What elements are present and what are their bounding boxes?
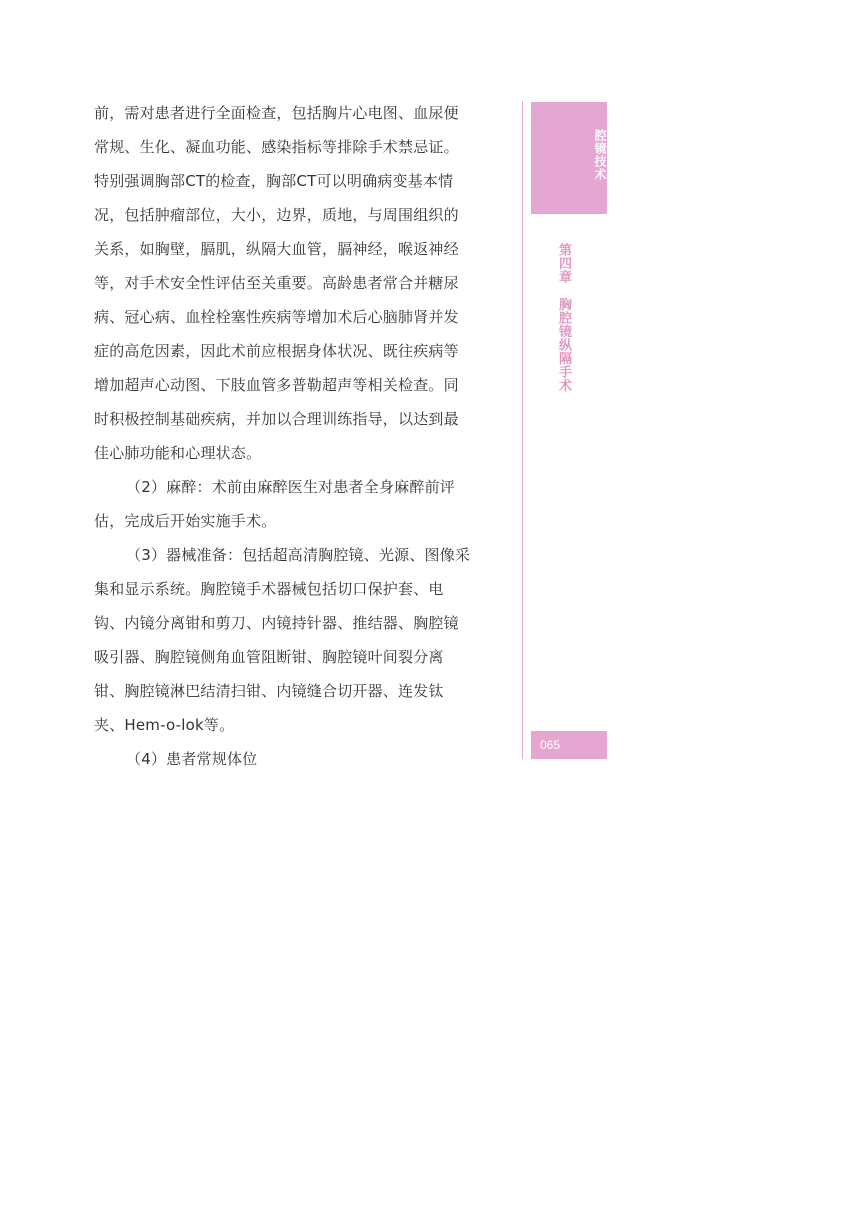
text-line: 前，需对患者进行全面检查，包括胸片心电图、血尿便 bbox=[94, 104, 459, 122]
book-title-tab bbox=[531, 102, 607, 214]
text-line: 等，对手术安全性评估至关重要。高龄患者常合并糖尿 bbox=[94, 274, 459, 292]
text-line: 病、冠心病、血栓栓塞性疾病等增加术后心脑肺肾并发 bbox=[94, 308, 459, 326]
text-line: 特别强调胸部CT的检查，胸部CT可以明确病变基本情 bbox=[94, 172, 454, 190]
text-line: 集和显示系统。胸腔镜手术器械包括切口保护套、电 bbox=[94, 580, 444, 598]
text-line: 吸引器、胸腔镜侧角血管阻断钳、胸腔镜叶间裂分离 bbox=[94, 648, 444, 666]
text-line: 时积极控制基础疾病，并加以合理训练指导，以达到最 bbox=[94, 410, 459, 428]
paragraph-instruments-start: （3）器械准备：包括超高清胸腔镜、光源、图像采 bbox=[126, 546, 471, 564]
margin-divider bbox=[522, 101, 523, 759]
text-line: 况，包括肿瘤部位，大小，边界，质地，与周围组织的 bbox=[94, 206, 459, 224]
text-line: 钳、胸腔镜淋巴结清扫钳、内镜缝合切开器、连发钛 bbox=[94, 682, 444, 700]
main-text-column bbox=[94, 96, 498, 776]
page-number: 065 bbox=[540, 738, 561, 752]
text-line: 增加超声心动图、下肢血管多普勒超声等相关检查。同 bbox=[94, 376, 459, 394]
book-title: 腔镜技术 bbox=[593, 129, 607, 181]
paragraph-position-start: （4）患者常规体位 bbox=[126, 750, 258, 768]
text-line: 钩、内镜分离钳和剪刀、内镜持针器、推结器、胸腔镜 bbox=[94, 614, 459, 632]
page-number-tab bbox=[531, 731, 607, 759]
paragraph-anesthesia-start: （2）麻醉：术前由麻醉医生对患者全身麻醉前评 bbox=[126, 478, 455, 496]
text-line: 估，完成后开始实施手术。 bbox=[94, 512, 277, 530]
text-line: 佳心肺功能和心理状态。 bbox=[94, 444, 262, 462]
text-line: 夹、Hem-o-lok等。 bbox=[94, 716, 235, 734]
chapter-number: 第四章 bbox=[556, 243, 571, 284]
text-line: 常规、生化、凝血功能、感染指标等排除手术禁忌证。 bbox=[94, 138, 459, 156]
chapter-title: 胸腔镜纵隔手术 bbox=[556, 297, 571, 392]
text-line: 症的高危因素，因此术前应根据身体状况、既往疾病等 bbox=[94, 342, 459, 360]
chapter-label bbox=[555, 243, 571, 392]
text-line: 关系，如胸壁，膈肌，纵隔大血管，膈神经，喉返神经 bbox=[94, 240, 459, 258]
